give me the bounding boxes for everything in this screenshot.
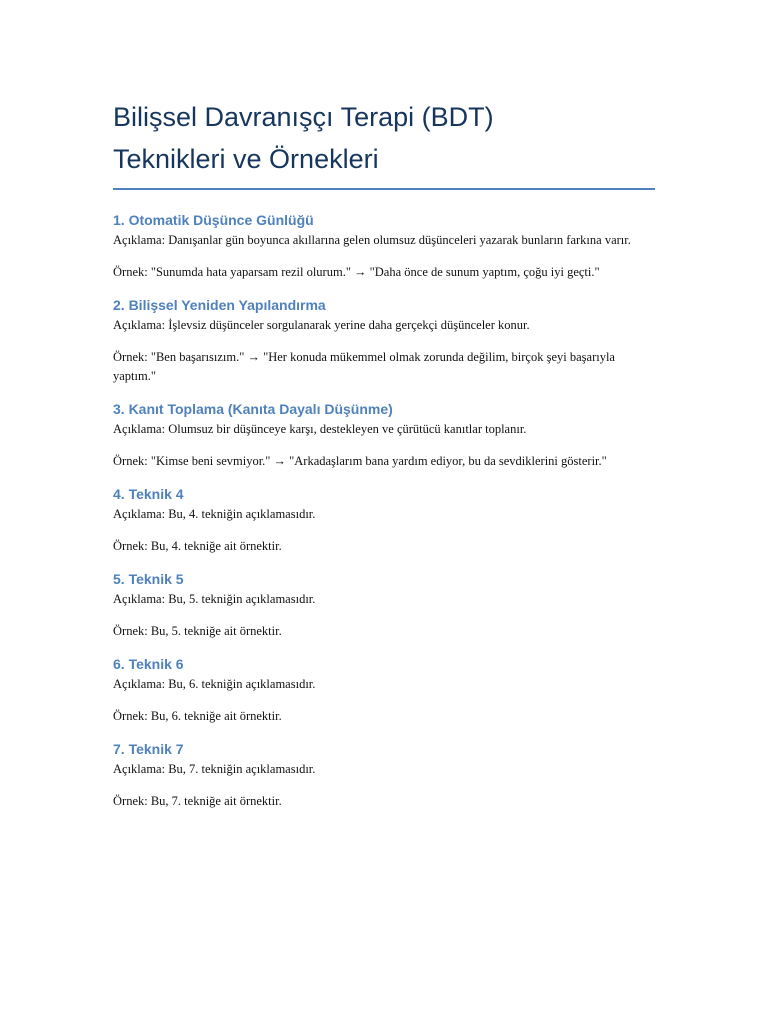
section-example: Örnek: "Ben başarısızım." → "Her konuda mükemmel olmak zorunda değilim, birçok şeyi başarıyla yaptım.": [113, 350, 615, 383]
section-example: Örnek: Bu, 4. tekniğe ait örnektir.: [113, 539, 282, 553]
technique-section-6: [113, 653, 655, 726]
section-heading: 3. Kanıt Toplama (Kanıta Dayalı Düşünme): [113, 401, 393, 417]
section-heading: 4. Teknik 4: [113, 486, 184, 502]
title-line-1: Bilişsel Davranışçı Terapi (BDT): [113, 102, 494, 132]
section-heading: 6. Teknik 6: [113, 656, 184, 672]
section-heading: 2. Bilişsel Yeniden Yapılandırma: [113, 297, 326, 313]
section-example: Örnek: Bu, 7. tekniğe ait örnektir.: [113, 794, 282, 808]
technique-section-7: [113, 738, 655, 811]
title-line-2: Teknikleri ve Örnekleri: [113, 144, 379, 174]
section-description: Açıklama: Bu, 6. tekniğin açıklamasıdır.: [113, 677, 316, 691]
section-heading: 7. Teknik 7: [113, 741, 184, 757]
technique-section-4: [113, 483, 655, 556]
section-example: Örnek: "Sunumda hata yaparsam rezil olurum." → "Daha önce de sunum yaptım, çoğu iyi geçti.": [113, 265, 600, 279]
technique-list: [113, 209, 655, 811]
document-page: [113, 96, 655, 823]
section-description: Açıklama: İşlevsiz düşünceler sorgulanarak yerine daha gerçekçi düşünceler konur.: [113, 318, 530, 332]
section-example: Örnek: Bu, 5. tekniğe ait örnektir.: [113, 624, 282, 638]
section-description: Açıklama: Danışanlar gün boyunca akıllarına gelen olumsuz düşünceleri yazarak bunların farkına varır.: [113, 233, 631, 247]
section-example: Örnek: Bu, 6. tekniğe ait örnektir.: [113, 709, 282, 723]
section-description: Açıklama: Bu, 4. tekniğin açıklamasıdır.: [113, 507, 316, 521]
section-heading: 5. Teknik 5: [113, 571, 184, 587]
section-description: Açıklama: Bu, 5. tekniğin açıklamasıdır.: [113, 592, 316, 606]
technique-section-3: [113, 398, 655, 471]
section-description: Açıklama: Olumsuz bir düşünceye karşı, destekleyen ve çürütücü kanıtlar toplanır.: [113, 422, 527, 436]
section-heading: 1. Otomatik Düşünce Günlüğü: [113, 212, 314, 228]
section-example: Örnek: "Kimse beni sevmiyor." → "Arkadaşlarım bana yardım ediyor, bu da sevdiklerini gösterir.": [113, 454, 607, 468]
section-description: Açıklama: Bu, 7. tekniğin açıklamasıdır.: [113, 762, 316, 776]
technique-section-1: [113, 209, 655, 282]
title-underline-rule: [113, 188, 655, 190]
document-title: [113, 96, 655, 180]
technique-section-2: [113, 294, 655, 386]
technique-section-5: [113, 568, 655, 641]
